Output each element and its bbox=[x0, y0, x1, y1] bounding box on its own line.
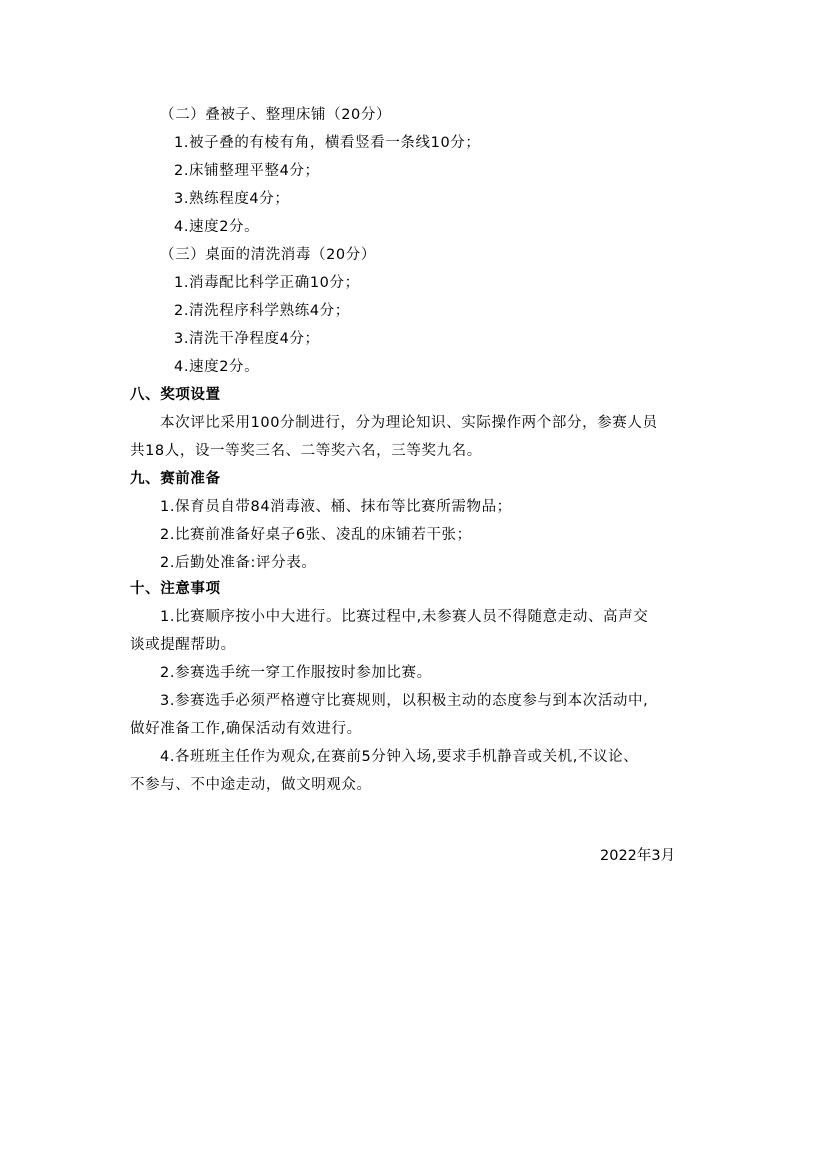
paragraph-line: 本次评比采用100分制进行，分为理论知识、实际操作两个部分，参赛人员 bbox=[160, 415, 658, 431]
list-item-continuation: 谈或提醒帮助。 bbox=[130, 637, 236, 653]
paragraph-line: 共18人，设一等奖三名、二等奖六名，三等奖九名。 bbox=[130, 443, 482, 459]
list-item: 3.熟练程度4分； bbox=[174, 191, 290, 207]
section-heading-preparation: 九、赛前准备 bbox=[130, 471, 221, 487]
list-item: 1.被子叠的有棱有角，横看竖看一条线10分； bbox=[174, 135, 481, 151]
list-item: 1.保育员自带84消毒液、桶、抹布等比赛所需物品； bbox=[160, 499, 512, 515]
list-item: 3.参赛选手必须严格遵守比赛规则，以积极主动的态度参与到本次活动中, bbox=[160, 693, 649, 709]
subsection-title-folding-quilts: （二）叠被子、整理床铺（20分） bbox=[160, 107, 392, 123]
document-date: 2022年3月 bbox=[600, 848, 676, 864]
list-item: 2.床铺整理平整4分； bbox=[174, 163, 320, 179]
list-item: 1.比赛顺序按小中大进行。比赛过程中,未参赛人员不得随意走动、高声交 bbox=[160, 609, 649, 625]
list-item: 4.速度2分。 bbox=[174, 219, 260, 235]
list-item: 3.清洗干净程度4分； bbox=[174, 331, 320, 347]
list-item: 2.参赛选手统一穿工作服按时参加比赛。 bbox=[160, 665, 432, 681]
list-item: 2.后勤处准备:评分表。 bbox=[160, 555, 317, 571]
list-item-continuation: 做好准备工作,确保活动有效进行。 bbox=[130, 721, 362, 737]
list-item: 4.各班班主任作为观众,在赛前5分钟入场,要求手机静音或关机,不议论、 bbox=[160, 749, 639, 765]
section-heading-notes: 十、注意事项 bbox=[130, 581, 221, 597]
subsection-title-table-disinfection: （三）桌面的清洗消毒（20分） bbox=[160, 247, 376, 263]
list-item: 2.比赛前准备好桌子6张、凌乱的床铺若干张； bbox=[160, 527, 472, 543]
section-heading-awards: 八、奖项设置 bbox=[130, 387, 221, 403]
list-item: 4.速度2分。 bbox=[174, 359, 260, 375]
list-item-continuation: 不参与、不中途走动，做文明观众。 bbox=[130, 777, 372, 793]
list-item: 1.消毒配比科学正确10分； bbox=[174, 275, 360, 291]
list-item: 2.清洗程序科学熟练4分； bbox=[174, 303, 350, 319]
